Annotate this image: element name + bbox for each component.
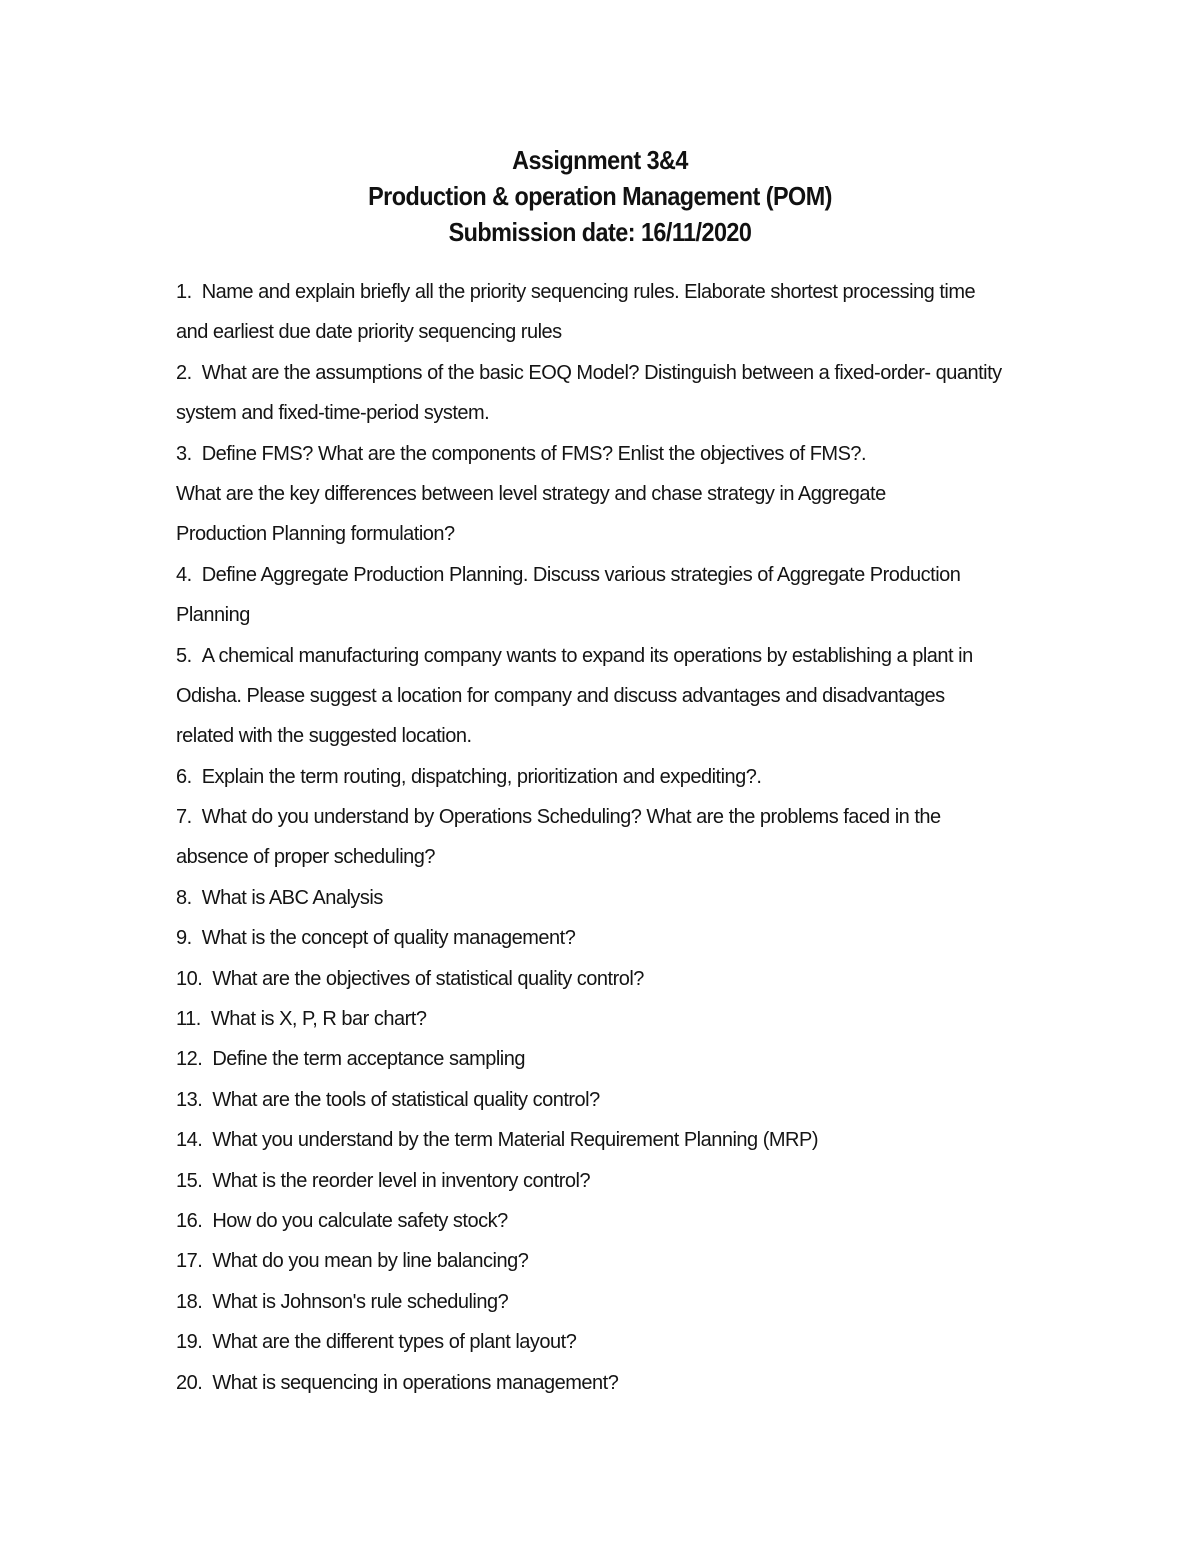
question-text: What is the reorder level in inventory control? xyxy=(212,1169,591,1192)
question-text: What are the objectives of statistical quality control? xyxy=(212,967,644,990)
question-16 xyxy=(176,1201,1076,1241)
question-number: 9. xyxy=(176,927,192,950)
question-2 xyxy=(176,353,1076,393)
question-text: What is X, P, R bar chart? xyxy=(210,1008,427,1031)
question-number: 3. xyxy=(176,442,192,465)
question-number: 8. xyxy=(176,886,192,909)
question-5-continuation: Odisha. Please suggest a location for company and discuss advantages and disadvantages xyxy=(176,684,945,707)
question-text: What you understand by the term Material Requirement Planning (MRP) xyxy=(212,1129,818,1152)
question-10 xyxy=(176,959,1076,999)
question-7-continuation: absence of proper scheduling? xyxy=(176,846,436,869)
question-9 xyxy=(176,918,1076,958)
question-17 xyxy=(176,1241,1076,1281)
question-number: 15. xyxy=(176,1169,203,1192)
question-number: 10. xyxy=(176,967,203,990)
question-5 xyxy=(176,636,1076,676)
question-text: A chemical manufacturing company wants to expand its operations by establishing a plant in xyxy=(201,644,973,667)
question-11 xyxy=(176,999,1076,1039)
question-text: What is Johnson's rule scheduling? xyxy=(212,1290,509,1313)
question-text: How do you calculate safety stock? xyxy=(212,1209,508,1232)
question-number: 1. xyxy=(176,281,192,303)
question-20 xyxy=(176,1363,1076,1403)
question-number: 13. xyxy=(176,1088,203,1111)
question-number: 4. xyxy=(176,563,192,586)
question-3-continuation: What are the key differences between level strategy and chase strategy in Aggregate xyxy=(176,482,886,505)
question-text: Define Aggregate Production Planning. Discuss various strategies of Aggregate Production xyxy=(201,563,961,586)
question-text: What do you mean by line balancing? xyxy=(212,1250,529,1273)
question-text: Name and explain briefly all the priority sequencing rules. Elaborate shortest processing time xyxy=(201,281,976,303)
question-number: 16. xyxy=(176,1209,203,1232)
question-list xyxy=(176,272,1076,1403)
question-text: What is the concept of quality management? xyxy=(201,927,576,950)
question-text: What is ABC Analysis xyxy=(201,886,383,909)
question-text: Define the term acceptance sampling xyxy=(212,1048,525,1071)
document-header xyxy=(0,142,1200,250)
question-14 xyxy=(176,1120,1076,1160)
question-number: 7. xyxy=(176,806,192,829)
question-text: Define FMS? What are the components of FMS? Enlist the objectives of FMS?. xyxy=(201,442,867,465)
question-text: What are the different types of plant layout? xyxy=(212,1331,577,1354)
question-number: 19. xyxy=(176,1331,203,1354)
question-number: 20. xyxy=(176,1371,203,1394)
question-number: 5. xyxy=(176,644,192,667)
submission-date: Submission date: 16/11/2020 xyxy=(448,217,752,247)
question-2-continuation: system and fixed-time-period system. xyxy=(176,402,490,425)
question-text: What are the tools of statistical quality control? xyxy=(212,1088,600,1111)
question-1 xyxy=(176,272,1076,312)
question-4 xyxy=(176,555,1076,595)
question-12 xyxy=(176,1039,1076,1079)
question-3 xyxy=(176,434,1076,474)
question-3-continuation: Production Planning formulation? xyxy=(176,523,455,546)
question-18 xyxy=(176,1282,1076,1322)
question-text: What is sequencing in operations management? xyxy=(212,1371,619,1394)
question-6 xyxy=(176,757,1076,797)
question-text: Explain the term routing, dispatching, prioritization and expediting?. xyxy=(201,765,762,788)
question-text: What do you understand by Operations Scheduling? What are the problems faced in the xyxy=(201,806,941,829)
question-7 xyxy=(176,797,1076,837)
course-title: Production & operation Management (POM) xyxy=(368,181,832,211)
question-number: 17. xyxy=(176,1250,203,1273)
question-15 xyxy=(176,1161,1076,1201)
question-19 xyxy=(176,1322,1076,1362)
question-4-continuation: Planning xyxy=(176,604,250,627)
question-8 xyxy=(176,878,1076,918)
question-number: 11. xyxy=(176,1008,201,1031)
question-13 xyxy=(176,1080,1076,1120)
question-number: 6. xyxy=(176,765,192,788)
question-number: 14. xyxy=(176,1129,203,1152)
question-1-continuation: and earliest due date priority sequencing rules xyxy=(176,321,562,344)
question-number: 2. xyxy=(176,361,192,384)
question-number: 18. xyxy=(176,1290,203,1313)
question-text: What are the assumptions of the basic EOQ Model? Distinguish between a fixed-order- quantity xyxy=(201,361,1002,384)
question-number: 12. xyxy=(176,1048,203,1071)
question-5-continuation: related with the suggested location. xyxy=(176,725,472,748)
assignment-title: Assignment 3&4 xyxy=(512,145,688,175)
